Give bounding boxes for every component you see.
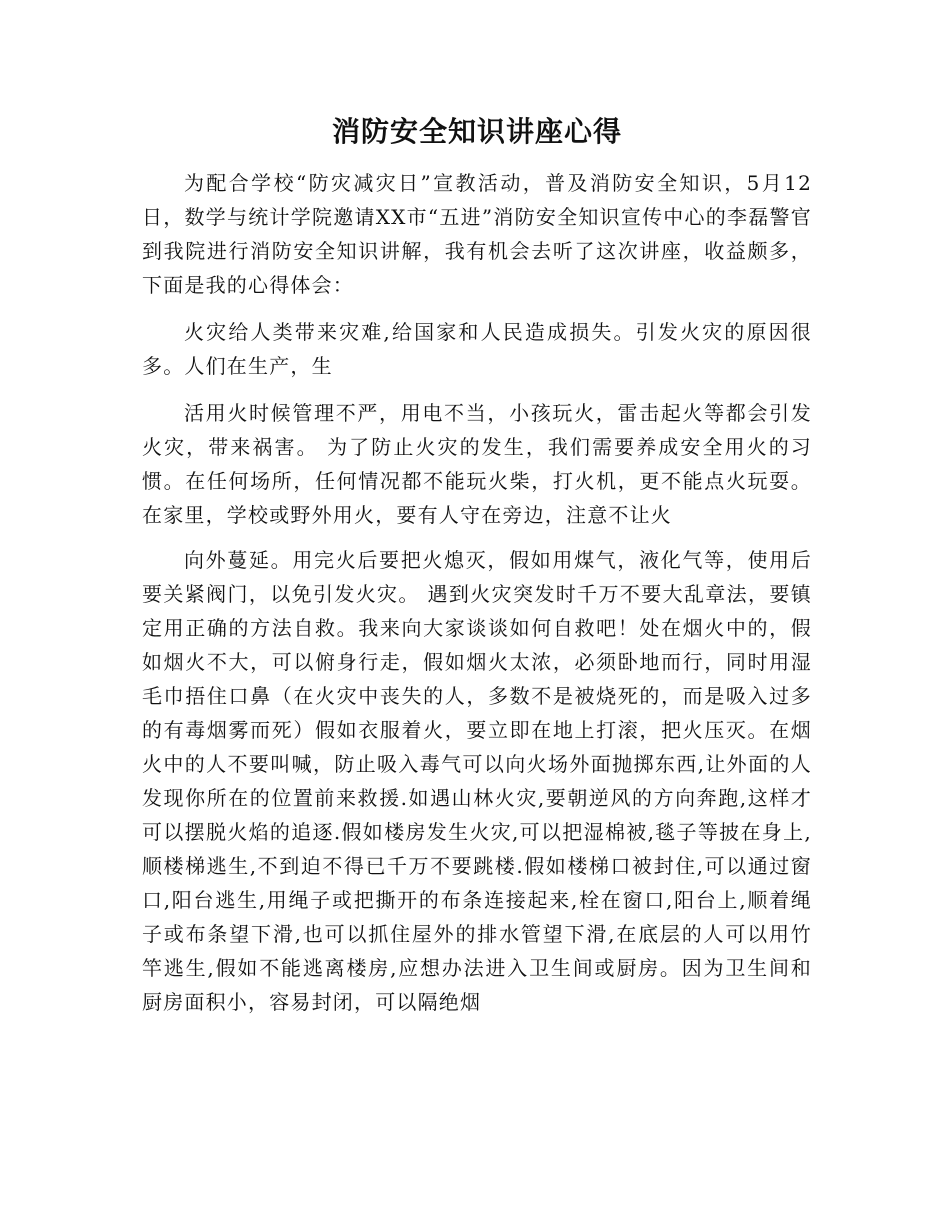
document-page xyxy=(142,112,812,1032)
paragraph-fire-prevention: 活用火时候管理不严，用电不当，小孩玩火，雷击起火等都会引发火灾，带来祸害。 为了防止火灾的发生，我们需要养成安全用火的习惯。在任何场所，任何情况都不能玩火柴，打火机，更不能点火玩耍。在家里，学校或野外用火，要有人守在旁边，注意不让火 xyxy=(142,401,812,527)
paragraph-self-rescue: 向外蔓延。用完火后要把火熄灭，假如用煤气，液化气等，使用后要关紧阀门，以免引发火灾。 遇到火灾突发时千万不要大乱章法，要镇定用正确的方法自救。我来向大家谈谈如何自救吧！处在烟火中的，假如烟火不大，可以俯身行走，假如烟火太浓，必须卧地而行，同时用湿毛巾捂住口鼻（在火灾中丧失的人，多数不是被烧死的，而是吸入过多的有毒烟雾而死）假如衣服着火，要立即在地上打滚，把火压灭。在烟火中的人不要叫喊，防止吸入毒气可以向火场外面抛掷东西,让外面的人发现你所在的位置前来救援.如遇山林火灾,要朝逆风的方向奔跑,这样才可以摆脱火焰的追逐.假如楼房发生火灾,可以把湿棉被,毯子等披在身上,顺楼梯逃生,不到迫不得已千万不要跳楼.假如楼梯口被封住,可以通过窗口,阳台逃生,用绳子或把撕开的布条连接起来,栓在窗口,阳台上,顺着绳子或布条望下滑,也可以抓住屋外的排水管望下滑,在底层的人可以用竹竿逃生,假如不能逃离楼房,应想办法进入卫生间或厨房。因为卫生间和厨房面积小，容易封闭，可以隔绝烟 xyxy=(142,548,812,1014)
paragraph-intro: 为配合学校“防灾减灾日”宣教活动，普及消防安全知识，5月12日，数学与统计学院邀请XX市“五进”消防安全知识宣传中心的李磊警官到我院进行消防安全知识讲解，我有机会去听了这次讲座，收益颇多，下面是我的心得体会： xyxy=(142,171,812,297)
paragraph-fire-causes: 火灾给人类带来灾难,给国家和人民造成损失。引发火灾的原因很多。人们在生产，生 xyxy=(142,320,812,378)
document-title: 消防安全知识讲座心得 xyxy=(331,115,622,148)
